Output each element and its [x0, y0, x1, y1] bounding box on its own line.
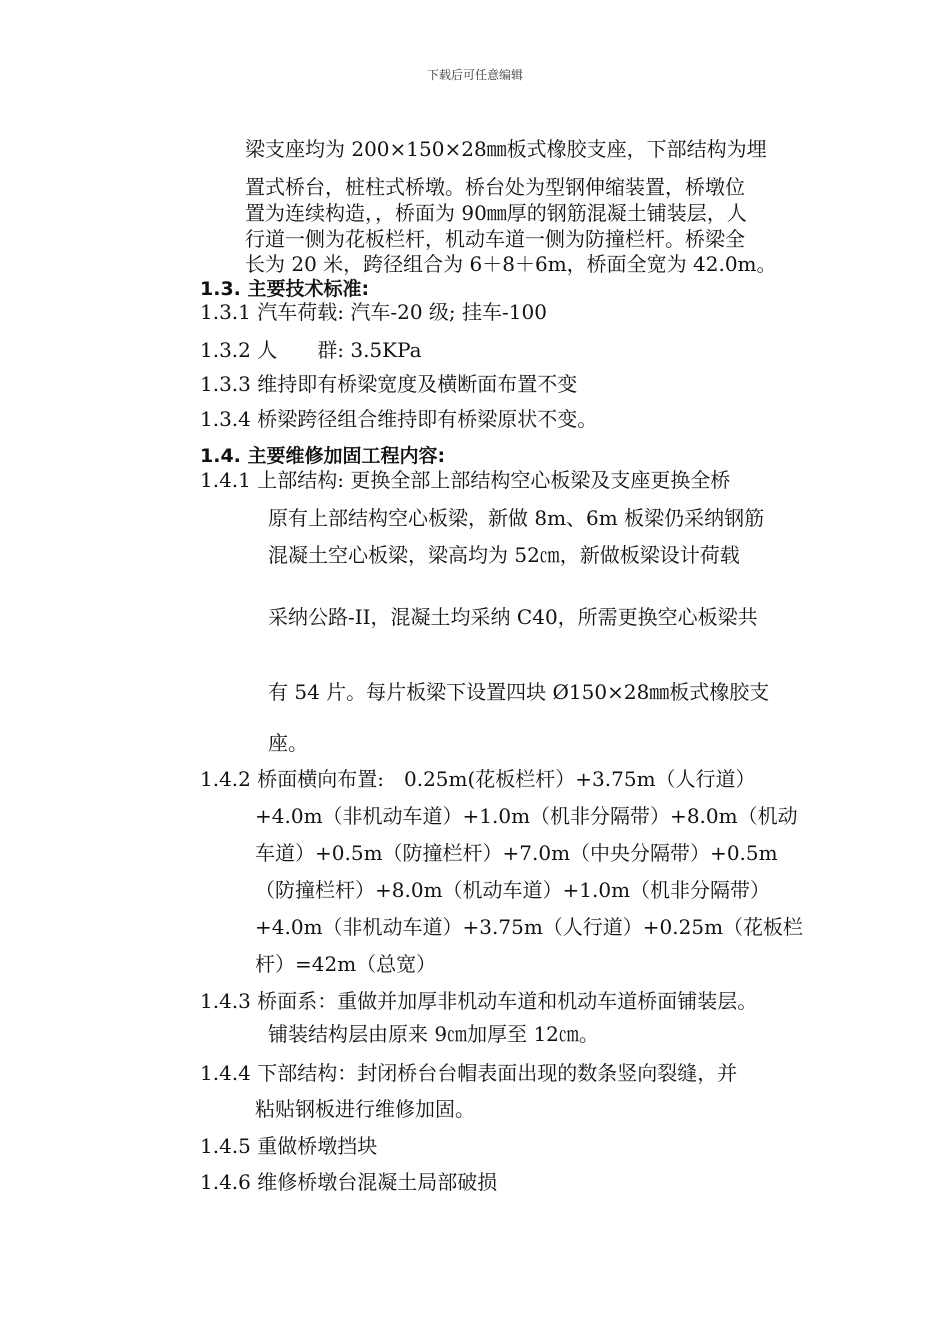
list-item-continuation: 粘贴钢板进行维修加固。	[255, 1097, 475, 1121]
list-item: 1.4.5 重做桥墩挡块	[200, 1134, 378, 1158]
paragraph-line: 长为 20 米，跨径组合为 6＋8＋6m，桥面全宽为 42.0m。	[245, 252, 777, 276]
list-item-continuation: +4.0m（非机动车道）+1.0m（机非分隔带）+8.0m（机动	[255, 804, 798, 828]
list-item: 1.3.2 人 群: 3.5KPa	[200, 338, 422, 362]
list-item-continuation: +4.0m（非机动车道）+3.75m（人行道）+0.25m（花板栏	[255, 915, 804, 939]
section-heading-1-3: 1.3. 主要技术标准:	[200, 278, 370, 300]
list-item-continuation: 原有上部结构空心板梁，新做 8m、6m 板梁仍采纳钢筋	[268, 506, 765, 530]
page-header-note: 下载后可任意编辑	[426, 68, 523, 82]
list-item: 1.3.3 维持即有桥梁宽度及横断面布置不变	[200, 372, 578, 396]
list-item: 1.4.6 维修桥墩台混凝土局部破损	[200, 1170, 498, 1194]
paragraph-line: 置式桥台，桩柱式桥墩。桥台处为型钢伸缩装置，桥墩位	[245, 175, 745, 199]
list-item: 1.4.2 桥面横向布置: 0.25m(花板栏杆）+3.75m（人行道）	[200, 767, 756, 791]
list-item: 1.4.3 桥面系：重做并加厚非机动车道和机动车道桥面铺装层。	[200, 989, 758, 1013]
list-item: 1.3.1 汽车荷载: 汽车-20 级; 挂车-100	[200, 300, 547, 324]
list-item-continuation: 车道）+0.5m（防撞栏杆）+7.0m（中央分隔带）+0.5m	[255, 841, 778, 865]
list-item: 1.3.4 桥梁跨径组合维持即有桥梁原状不变。	[200, 407, 598, 431]
paragraph-line: 梁支座均为 200×150×28㎜板式橡胶支座，下部结构为埋	[245, 137, 767, 161]
list-item-continuation: 铺装结构层由原来 9㎝加厚至 12㎝。	[268, 1022, 599, 1046]
list-item: 1.4.4 下部结构：封闭桥台台帽表面出现的数条竖向裂缝，并	[200, 1061, 738, 1085]
list-item: 1.4.1 上部结构: 更换全部上部结构空心板梁及支座更换全桥	[200, 468, 731, 492]
paragraph-line: 置为连续构造，，桥面为 90㎜厚的钢筋混凝土铺装层，人	[245, 201, 747, 225]
list-item-continuation: （防撞栏杆）+8.0m（机动车道）+1.0m（机非分隔带）	[255, 878, 771, 902]
list-item-continuation: 杆）=42m（总宽）	[255, 952, 437, 976]
paragraph-line: 行道一侧为花板栏杆，机动车道一侧为防撞栏杆。桥梁全	[245, 227, 745, 251]
list-item-continuation: 混凝土空心板梁，梁高均为 52㎝，新做板梁设计荷载	[268, 543, 740, 567]
list-item-continuation: 采纳公路-II，混凝土均采纳 C40，所需更换空心板梁共	[268, 605, 758, 629]
section-heading-1-4: 1.4. 主要维修加固工程内容:	[200, 445, 446, 467]
list-item-continuation: 有 54 片。每片板梁下设置四块 Ø150×28㎜板式橡胶支	[268, 680, 770, 704]
list-item-continuation: 座。	[268, 731, 308, 755]
